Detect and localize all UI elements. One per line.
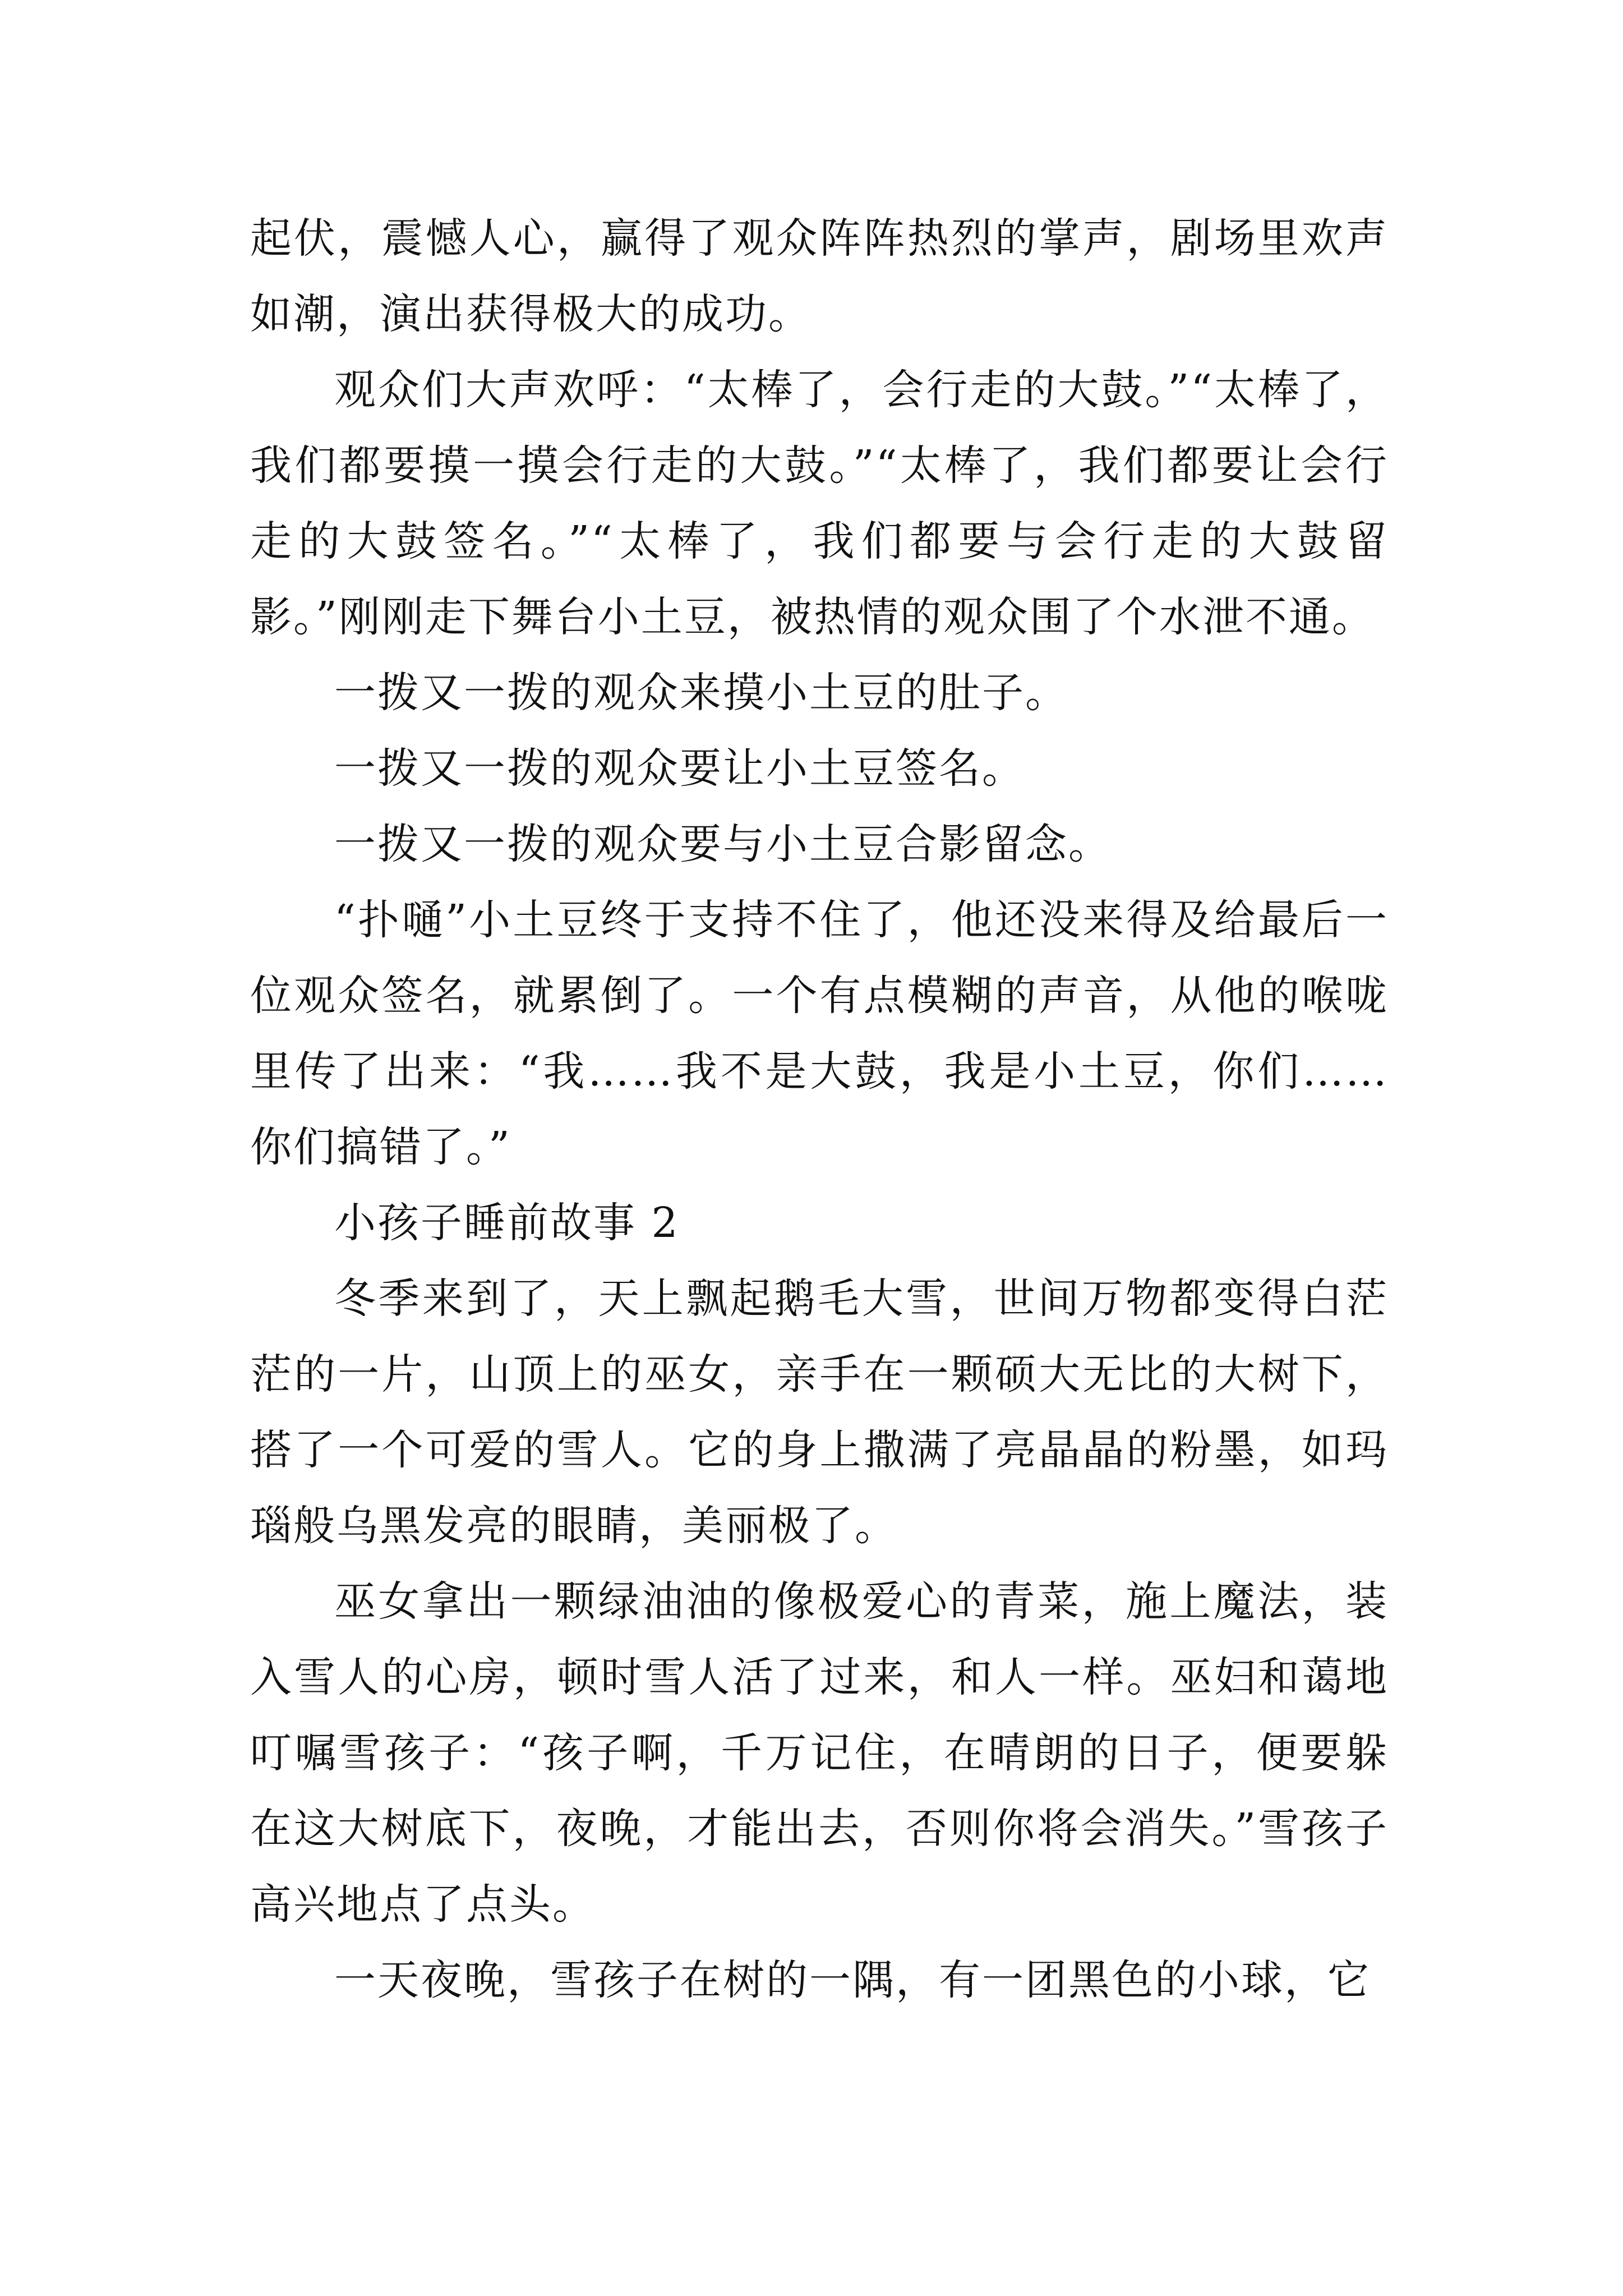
paragraph-witch-magic: 巫女拿出一颗绿油油的像极爱心的青菜，施上魔法，装入雪人的心房，顿时雪人活了过来，和人一样。巫妇和蔼地叮嘱雪孩子：“孩子啊，千万记住，在晴朗的日子，便要躲在这大树底下，夜晚，才能出去，否则你将会消失。”雪孩子高兴地点了点头。	[250, 1577, 1389, 1929]
document-body	[250, 201, 1389, 2018]
paragraph-take-photo: 一拨又一拨的观众要与小土豆合影留念。	[334, 820, 1112, 868]
paragraph-audience-cheers: 观众们大声欢呼：“太棒了，会行走的大鼓。”“太棒了，我们都要摸一摸会行走的大鼓。”“太棒了，我们都要让会行走的大鼓签名。”“太棒了，我们都要与会行走的大鼓留影。”刚刚走下舞台小土豆，被热情的观众围了个水泄不通。	[250, 366, 1389, 641]
story-heading: 小孩子睡前故事 2	[334, 1199, 680, 1247]
paragraph-ask-signature: 一拨又一拨的观众要让小土豆签名。	[334, 744, 1025, 793]
paragraph-one-night: 一天夜晚，雪孩子在树的一隅，有一团黑色的小球，它	[334, 1956, 1371, 2004]
paragraph-winter-snowman: 冬季来到了，天上飘起鹅毛大雪，世间万物都变得白茫茫的一片，山顶上的巫女，亲手在一颗硕大无比的大树下，搭了一个可爱的雪人。它的身上撒满了亮晶晶的粉墨，如玛瑙般乌黑发亮的眼睛，美丽极了。	[250, 1274, 1389, 1550]
paragraph-touch-belly: 一拨又一拨的观众来摸小土豆的肚子。	[334, 669, 1068, 717]
paragraph-collapse: “扑嗵”小土豆终于支持不住了，他还没来得及给最后一位观众签名，就累倒了。一个有点模糊的声音，从他的喉咙里传了出来：“我……我不是大鼓，我是小土豆，你们……你们搞错了。”	[250, 896, 1389, 1171]
paragraph-continued: 起伏，震憾人心，赢得了观众阵阵热烈的掌声，剧场里欢声如潮，演出获得极大的成功。	[250, 214, 1389, 338]
